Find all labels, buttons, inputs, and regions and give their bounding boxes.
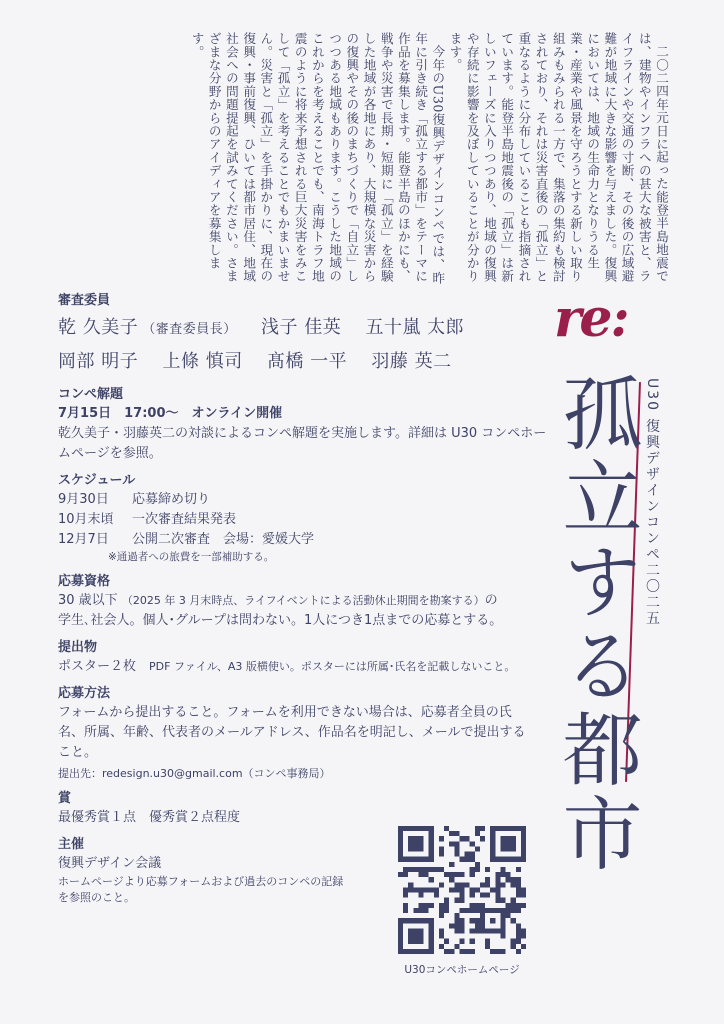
submission-text: ポスター２枚 bbox=[58, 659, 137, 674]
intro-text bbox=[58, 32, 670, 290]
title-sub: U30 復興デザインコンペ二〇二五 bbox=[644, 378, 660, 627]
organizer-name: 復興デザイン会議 bbox=[58, 856, 162, 871]
eligibility-block bbox=[58, 573, 558, 631]
judges-list bbox=[58, 312, 558, 378]
briefing-block bbox=[58, 386, 558, 464]
eligibility-age-note: （2025 年 3 月末時点、ライフイベントによる活動休止期間を勘案する） bbox=[121, 594, 485, 607]
schedule-event: 公開二次審査 会場：愛媛大学 bbox=[132, 532, 315, 547]
judge-name: 五十嵐 太郎 bbox=[365, 317, 465, 338]
eligibility-post: の bbox=[484, 593, 498, 608]
briefing-datetime: 7月15日 17:00～ オンライン開催 bbox=[58, 406, 283, 421]
intro-paragraph-2: 今年のU30復興デザインコンペでは、昨年に引き続き「孤立する都市」をテーマに作品を募集します。能登半島のほかにも、戦争や災害で長期・短期に「孤立」を経験した地域が各地にあり、大規模な災害からの復興やその後のまちづくりで「自立」しつつある地域もあります。こうした地域のこれからを考えることでも、南海トラフ地震のように将来予想される巨大災害をみこして「孤立」を考えることでもかまいません。災害と「孤立」を手掛かりに、現在の復興・事前復興、ひいては都市居住、地域社会への問題提起を試みてください。さまざまな分野からのアイディアを募集します。 bbox=[189, 32, 446, 285]
judges-block bbox=[58, 292, 558, 378]
judge-name: 浅子 佳英 bbox=[260, 317, 342, 338]
organizer-note: ホームページより応募フォームおよび過去のコンペの記録を参照のこと。 bbox=[58, 875, 344, 904]
title-main: 孤立する都市 bbox=[549, 372, 642, 876]
method-address: 提出先：redesign.u30@gmail.com（コンペ事務局） bbox=[58, 767, 331, 780]
briefing-heading: コンペ解題 bbox=[58, 387, 124, 402]
submission-heading: 提出物 bbox=[58, 640, 98, 655]
prize-block bbox=[58, 790, 558, 828]
judge-name: 岡部 明子 bbox=[58, 351, 139, 372]
schedule-block bbox=[58, 472, 558, 565]
judge-name: 上條 慎司 bbox=[162, 351, 243, 372]
briefing-desc: 乾久美子・羽藤英二の対談によるコンペ解題を実施します。詳細は U30 コンペホームページを参照。 bbox=[58, 426, 547, 461]
schedule-row bbox=[58, 530, 558, 550]
method-text: フォームから提出すること。フォームを利用できない場合は、応募者全員の氏名、所属、年齢、代表者のメールアドレス、作品名を明記し、メールで提出すること。 bbox=[58, 705, 526, 760]
prize-text: 最優秀賞１点 優秀賞２点程度 bbox=[58, 810, 241, 825]
eligibility-age: 30 歳以下 bbox=[58, 593, 118, 608]
method-heading: 応募方法 bbox=[58, 686, 111, 701]
info-section bbox=[58, 292, 558, 906]
schedule-date: 12月7日 bbox=[58, 532, 109, 547]
submission-block bbox=[58, 639, 558, 677]
judge-name: 羽藤 英二 bbox=[371, 351, 452, 372]
organizer-heading: 主催 bbox=[58, 837, 85, 852]
intro-paragraph-1: 二〇二四年元日に起った能登半島地震では、建物やインフラへの甚大な被害と、ライフラインや交通の寸断、その後の広域避難が地域に大きな影響を与えました。復興においては、地域の生命力となりうる生業・産業や風景を守ろうとする新しい取り組みもみられる一方で、集落の集約も検討されており、それは災害直後の「孤立」と重なるように分布していることも指摘されています。能登半島地震後の「孤立」は新しいフェーズに入りつつあり、地域の復興や存続に影響を及ぼしていることが分かります。 bbox=[447, 32, 669, 283]
submission-detail: PDF ファイル、A3 版横使い。ポスターには所属･氏名を記載しないこと。 bbox=[149, 660, 516, 673]
schedule-row bbox=[58, 490, 558, 510]
schedule-heading: スケジュール bbox=[58, 473, 136, 488]
schedule-event: 応募締め切り bbox=[132, 492, 211, 507]
prize-heading: 賞 bbox=[58, 791, 72, 806]
method-block bbox=[58, 685, 558, 782]
qr-caption: U30コンペホームページ bbox=[404, 964, 520, 976]
schedule-note: ※通過者への旅費を一部補助する。 bbox=[108, 551, 275, 563]
schedule-row bbox=[58, 510, 558, 530]
judge-name: 乾 久美子 bbox=[58, 317, 139, 338]
judges-heading: 審査委員 bbox=[58, 293, 111, 308]
title-prefix: re: bbox=[554, 288, 628, 349]
judge-name: 髙橋 一平 bbox=[266, 351, 348, 372]
schedule-event: 一次審査結果発表 bbox=[132, 512, 237, 527]
chair-note: （審査委員長） bbox=[142, 322, 237, 337]
qr-code[interactable] bbox=[398, 826, 526, 954]
schedule-date: 9月30日 bbox=[58, 492, 109, 507]
eligibility-heading: 応募資格 bbox=[58, 574, 111, 589]
schedule-date: 10月末頃 bbox=[58, 512, 114, 527]
eligibility-text: 学生､社会人。個人･グループは問わない。1人につき1点までの応募とする。 bbox=[58, 613, 503, 628]
